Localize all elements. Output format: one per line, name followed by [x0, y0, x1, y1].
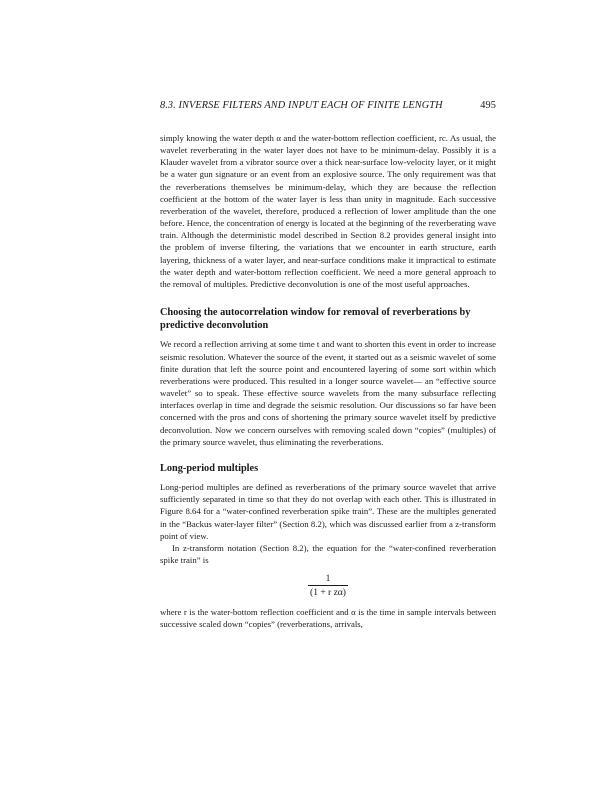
section-heading-long-period-multiples: Long-period multiples	[160, 462, 259, 474]
paragraph-where-r: where r is the water-bottom reflection coefficient and α is the time in sample intervals between successive scaled down “copies” (reverberations, arrivals,	[160, 607, 496, 630]
section-heading-autocorrelation-window: Choosing the autocorrelation window for removal of reverberations by predictive deconvolution	[160, 307, 471, 332]
page-body	[160, 132, 496, 630]
paragraph-z-transform-intro: In z-transform notation (Section 8.2), the equation for the “water-confined reverberation spike train” is	[160, 542, 496, 565]
page-number: 495	[480, 100, 496, 111]
equation-fraction	[308, 574, 348, 598]
equation-numerator: 1	[325, 574, 331, 585]
fraction-bar	[308, 585, 348, 586]
running-header	[160, 100, 496, 114]
paragraph-reflection-arriving: We record a reflection arriving at some time t and want to shorten this event in order to increase seismic resolution. Whatever the source of the event, it started out as a seismic wavelet of some finite duration that left the source point and encountered layering of some sort within which reverberations were produced. This resulted in a longer source wavelet— an “effective source wavelet” so to speak. These effective source wavelets from the many subsurface reflecting interfaces overlap in time and degrade the seismic resolution. Our discussions so far have been concerned with the pros and cons of shortening the primary source wavelet itself by predictive deconvolution. Now we concern ourselves with removing scaled down “copies” (multiples) of the primary source wavelet, thus eliminating the reverberations.	[160, 339, 496, 447]
paragraph-long-period-definition: Long-period multiples are defined as reverberations of the primary source wavelet that arrive sufficiently separated in time so that they do not overlap with each other. This is illustrated in Figure 8.64 for a “water-confined reverberation spike train”. These are the multiples generated in the “Backus water-layer filter” (Section 8.2), which was discussed earlier from a z-transform point of view.	[160, 482, 496, 541]
equation-reverberation-spike-train	[160, 574, 496, 598]
running-header-title: 8.3. INVERSE FILTERS AND INPUT EACH OF FINITE LENGTH	[160, 100, 443, 111]
equation-denominator: (1 + r zα)	[310, 588, 346, 599]
paragraph-continuation: simply knowing the water depth α and the water-bottom reflection coefficient, rc. As usual, the wavelet reverberating in the water layer does not have to be minimum-delay. Possibly it is a Klauder wavelet from a vibrator source over a thick near-surface low-velocity layer, or it might be a water gun signature or an event from an explosive source. The only requirement was that the reverberations themselves be minimum-delay, which they are because the reflection coefficient at the bottom of the water layer is less than unity in magnitude. Each successive reverberation of the wavelet, therefore, produced a reflection of lower amplitude than the one before. Hence, the concentration of energy is located at the beginning of the reverberating wave train. Although the deterministic model described in Section 8.2 provides general insight into the problem of inverse filtering, the variations that we encounter in earth structure, earth layering, thickness of a water layer, and near-surface conditions make it impractical to estimate the water depth and water-bottom reflection coefficient. We need a more general approach to the removal of multiples. Predictive deconvolution is one of the most useful approaches.	[160, 133, 496, 289]
